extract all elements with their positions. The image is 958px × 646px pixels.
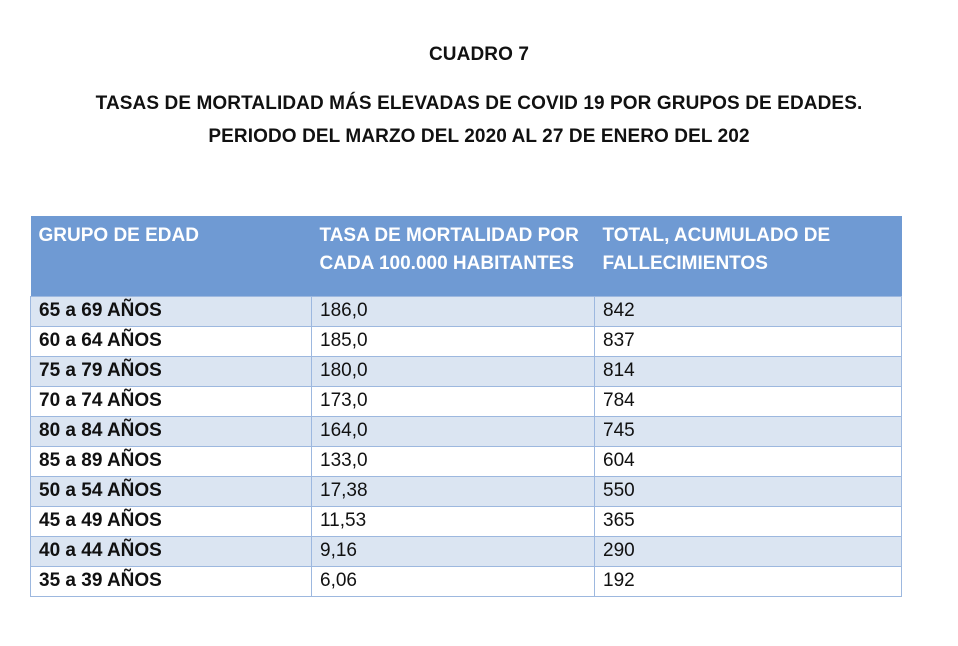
- table-row: [31, 566, 902, 596]
- total-cell: 837: [595, 326, 902, 356]
- table-row: [31, 296, 902, 326]
- table-row: [31, 536, 902, 566]
- rate-cell: 11,53: [312, 506, 595, 536]
- total-cell: 192: [595, 566, 902, 596]
- age-group-cell: 65 a 69 AÑOS: [31, 296, 312, 326]
- table-row: [31, 386, 902, 416]
- total-cell: 604: [595, 446, 902, 476]
- rate-cell: 186,0: [312, 296, 595, 326]
- table-row: [31, 476, 902, 506]
- age-group-cell: 45 a 49 AÑOS: [31, 506, 312, 536]
- rate-cell: 185,0: [312, 326, 595, 356]
- total-cell: 784: [595, 386, 902, 416]
- rate-cell: 17,38: [312, 476, 595, 506]
- age-group-cell: 50 a 54 AÑOS: [31, 476, 312, 506]
- header-age-group: GRUPO DE EDAD: [31, 216, 312, 296]
- age-group-cell: 40 a 44 AÑOS: [31, 536, 312, 566]
- age-group-cell: 85 a 89 AÑOS: [31, 446, 312, 476]
- mortality-table: [30, 216, 902, 597]
- rate-cell: 6,06: [312, 566, 595, 596]
- total-cell: 290: [595, 536, 902, 566]
- table-row: [31, 326, 902, 356]
- age-group-cell: 80 a 84 AÑOS: [31, 416, 312, 446]
- total-cell: 814: [595, 356, 902, 386]
- rate-cell: 133,0: [312, 446, 595, 476]
- age-group-cell: 60 a 64 AÑOS: [31, 326, 312, 356]
- rate-cell: 173,0: [312, 386, 595, 416]
- age-group-cell: 75 a 79 AÑOS: [31, 356, 312, 386]
- table-row: [31, 356, 902, 386]
- total-cell: 550: [595, 476, 902, 506]
- table-label: CUADRO 7: [428, 44, 530, 65]
- rate-cell: 164,0: [312, 416, 595, 446]
- total-cell: 365: [595, 506, 902, 536]
- header-total-deaths: TOTAL, ACUMULADO DE FALLECIMIENTOS: [595, 216, 902, 296]
- table-row: [31, 506, 902, 536]
- age-group-cell: 70 a 74 AÑOS: [31, 386, 312, 416]
- total-cell: 745: [595, 416, 902, 446]
- table-header-row: [31, 216, 902, 296]
- table-row: [31, 416, 902, 446]
- page-title: TASAS DE MORTALIDAD MÁS ELEVADAS DE COVID 19 POR GRUPOS DE EDADES.: [95, 93, 863, 114]
- table-row: [31, 446, 902, 476]
- rate-cell: 180,0: [312, 356, 595, 386]
- rate-cell: 9,16: [312, 536, 595, 566]
- header-mortality-rate: TASA DE MORTALIDAD POR CADA 100.000 HABITANTES: [312, 216, 595, 296]
- total-cell: 842: [595, 296, 902, 326]
- age-group-cell: 35 a 39 AÑOS: [31, 566, 312, 596]
- page-subtitle: PERIODO DEL MARZO DEL 2020 AL 27 DE ENERO DEL 202: [208, 126, 750, 147]
